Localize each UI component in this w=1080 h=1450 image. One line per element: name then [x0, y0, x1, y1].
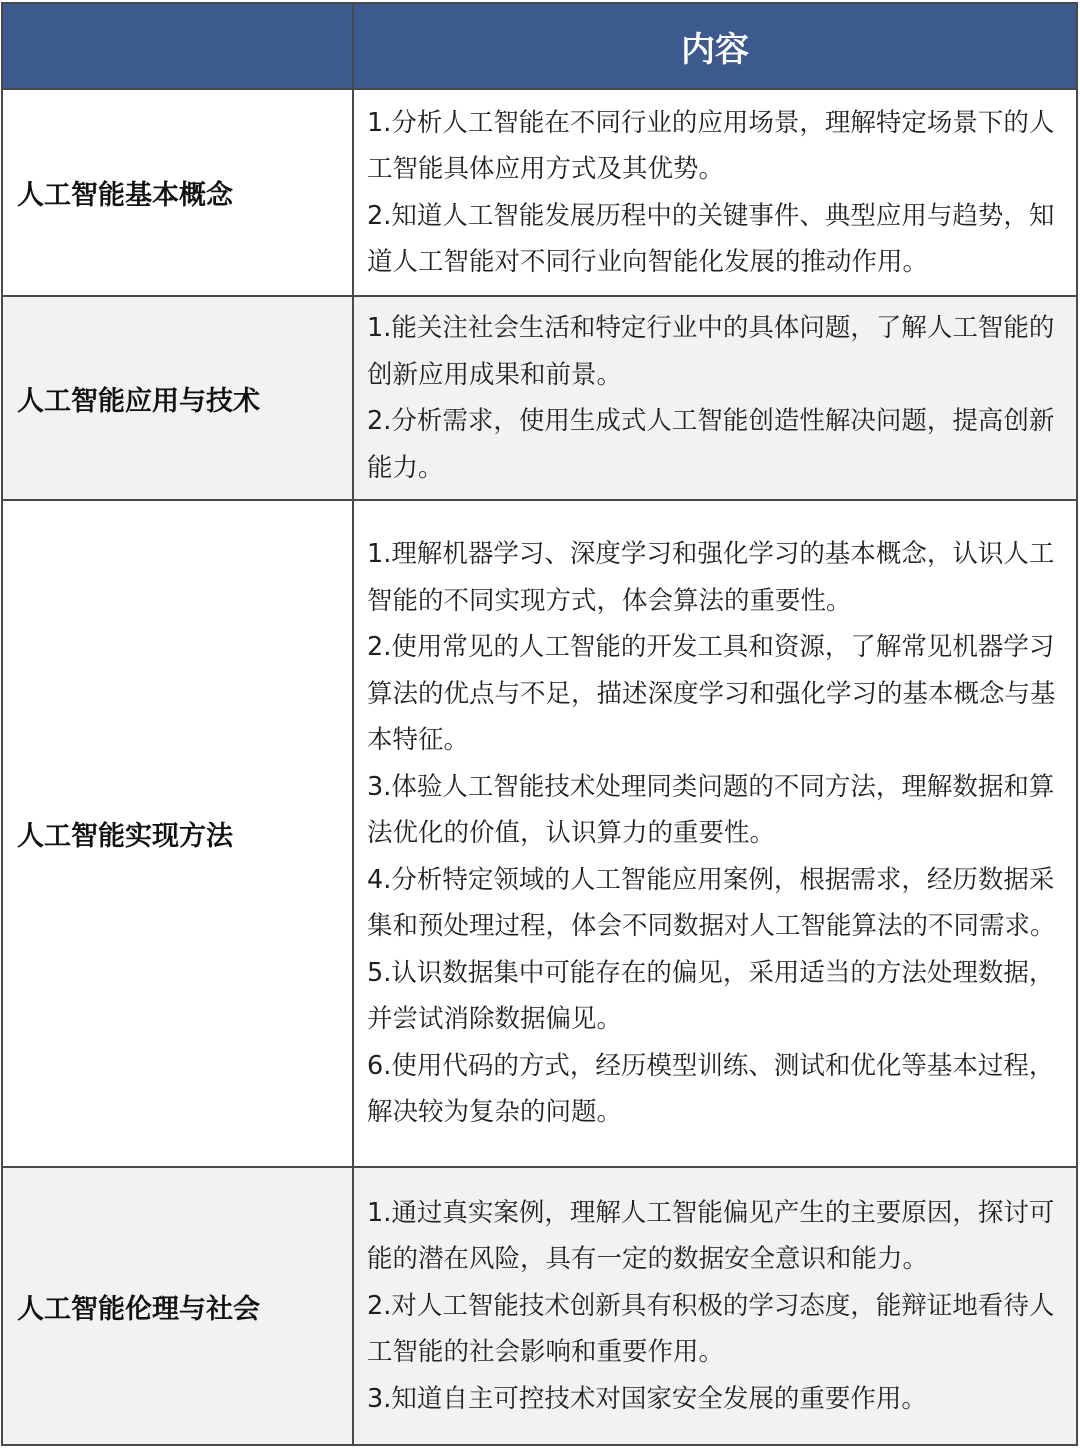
- row-content: [353, 89, 1077, 296]
- table-header-row: [2, 3, 1077, 89]
- content-item: 1.通过真实案例，理解人工智能偏见产生的主要原因，探讨可能的潜在风险，具有一定的数据安全意识和能力。: [367, 1197, 1055, 1275]
- content-item: 4.分析特定领域的人工智能应用案例，根据需求，经历数据采集和预处理过程，体会不同数据对人工智能算法的不同需求。: [367, 864, 1056, 942]
- curriculum-table: [1, 2, 1078, 1446]
- row-topic: 人工智能实现方法: [2, 500, 353, 1167]
- row-content: [353, 296, 1077, 500]
- table-row: [2, 89, 1077, 296]
- row-topic: 人工智能基本概念: [2, 89, 353, 296]
- row-content: [353, 1167, 1077, 1445]
- content-item: 2.知道人工智能发展历程中的关键事件、典型应用与趋势，知道人工智能对不同行业向智能化发展的推动作用。: [367, 200, 1055, 277]
- table-row: [2, 1167, 1077, 1445]
- table-row: [2, 500, 1077, 1167]
- table-row: [2, 296, 1077, 500]
- content-item: 2.对人工智能技术创新具有积极的学习态度，能辩证地看待人工智能的社会影响和重要作用。: [367, 1290, 1055, 1368]
- content-item: 3.体验人工智能技术处理同类问题的不同方法，理解数据和算法优化的价值，认识算力的重要性。: [367, 771, 1055, 849]
- content-item: 2.使用常见的人工智能的开发工具和资源，了解常见机器学习算法的优点与不足，描述深度学习和强化学习的基本概念与基本特征。: [367, 632, 1056, 756]
- row-topic: 人工智能伦理与社会: [2, 1167, 353, 1445]
- content-item: 1.能关注社会生活和特定行业中的具体问题，了解人工智能的创新应用成果和前景。: [367, 313, 1055, 390]
- content-item: 1.分析人工智能在不同行业的应用场景，理解特定场景下的人工智能具体应用方式及其优势。: [367, 107, 1055, 184]
- row-content: [353, 500, 1077, 1167]
- content-item: 5.认识数据集中可能存在的偏见，采用适当的方法处理数据，并尝试消除数据偏见。: [367, 957, 1055, 1035]
- content-item: 1.理解机器学习、深度学习和强化学习的基本概念，认识人工智能的不同实现方式，体会算法的重要性。: [367, 539, 1055, 616]
- row-topic: 人工智能应用与技术: [2, 296, 353, 500]
- header-content-cell: 内容: [353, 3, 1077, 89]
- content-item: 6.使用代码的方式，经历模型训练、测试和优化等基本过程，解决较为复杂的问题。: [367, 1050, 1055, 1128]
- header-topic-cell: [2, 3, 353, 89]
- content-item: 3.知道自主可控技术对国家安全发展的重要作用。: [367, 1383, 927, 1414]
- content-item: 2.分析需求，使用生成式人工智能创造性解决问题，提高创新能力。: [367, 406, 1055, 483]
